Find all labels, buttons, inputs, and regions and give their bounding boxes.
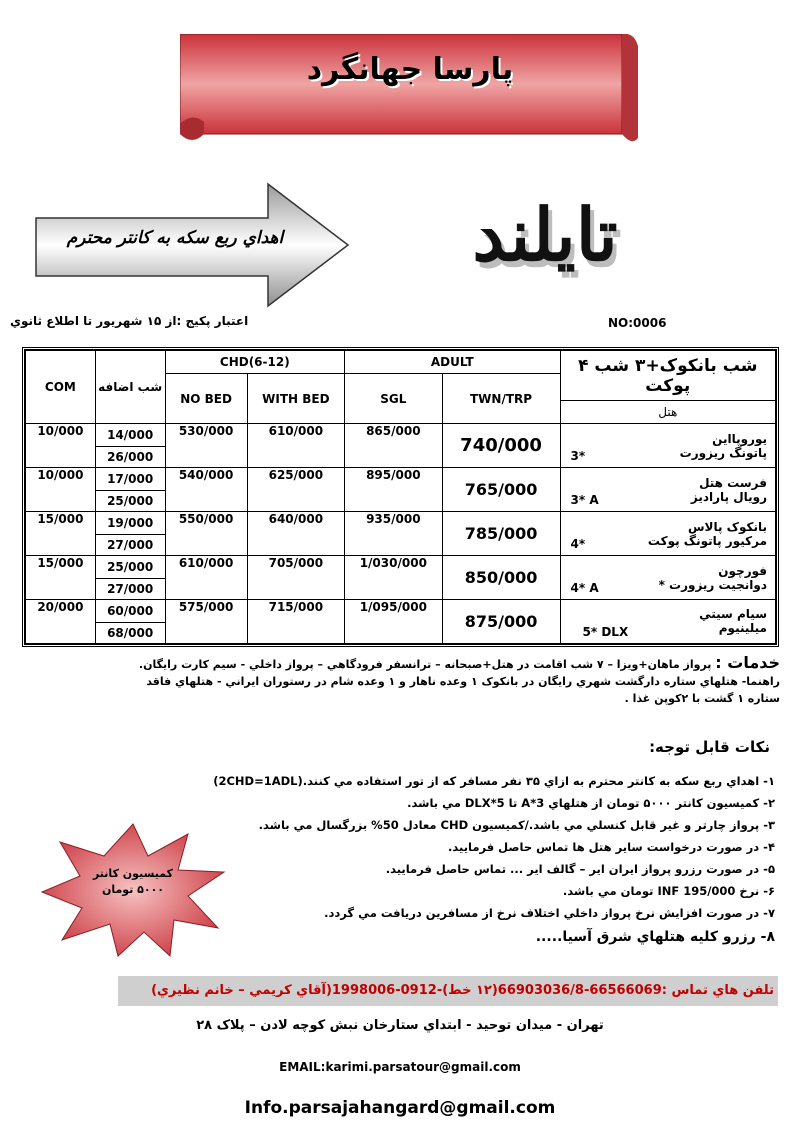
no-bed-cell: 575/000 [165, 599, 247, 643]
with-bed-cell: 625/000 [247, 468, 344, 512]
com-cell: 10/000 [26, 468, 96, 512]
extra-night-cell: 14/000 [95, 424, 165, 447]
adult-header: ADULT [345, 351, 560, 374]
extra-night-cell: 26/000 [95, 447, 165, 468]
price-table [22, 347, 779, 647]
extra-night-cell: 27/000 [95, 579, 165, 600]
note-item: ۶- نرخ INF 195/000 تومان مي باشد. [562, 884, 775, 898]
services-line-3: ستاره ۱ گشت با ۲کوپن غذا . [624, 692, 780, 705]
email-karimi[interactable]: EMAIL:karimi.parsatour@gmail.com [279, 1060, 521, 1074]
with-bed-cell: 715/000 [247, 599, 344, 643]
table-row [26, 424, 776, 447]
com-cell: 20/000 [26, 599, 96, 643]
note-item: ۴- در صورت درخواست ساير هتل ها تماس حاصل فرماييد. [448, 840, 775, 854]
sgl-cell: 895/000 [345, 468, 442, 512]
phone-line: تلفن هاي تماس :66566069-66903036/8(۱۲ خط)-0912-1998006(آقاي کريمي – خانم نظيري) [118, 976, 778, 1006]
no-bed-cell: 550/000 [165, 512, 247, 556]
agency-name: پارسا جهانگرد [306, 52, 514, 87]
chd-header: CHD(6-12) [165, 351, 345, 374]
twn-cell: 740/000 [442, 424, 560, 468]
with-bed-cell: 705/000 [247, 556, 344, 600]
sgl-cell: 1/030/000 [345, 556, 442, 600]
com-cell: 15/000 [26, 556, 96, 600]
destination-title: تايلند [472, 192, 618, 277]
note-item: ۲- کميسيون کانتر ۵۰۰۰ تومان از هتلهاي 3*A تا 5*DLX مي باشد. [407, 796, 775, 810]
notes-list [213, 770, 775, 950]
commission-burst-text: کميسيون کانتر ۵۰۰۰ تومان [92, 867, 174, 896]
hotel-cell: فورچون دوانجيت ريزورت * 4* A [560, 556, 775, 600]
price-grid [25, 350, 776, 644]
services-label: خدمات : [715, 653, 780, 672]
com-header: COM [26, 351, 96, 424]
extra-night-cell: 19/000 [95, 512, 165, 535]
twn-cell: 875/000 [442, 599, 560, 643]
no-bed-cell: 540/000 [165, 468, 247, 512]
hotel-cell: يوروپااين پاتونگ ريزورت 3* [560, 424, 775, 468]
note-item: ۱- اهداي ربع سکه به کانتر محترم به ازاي ۳۵ نفر مسافر که از تور استفاده مي کنند.(2CHD=1ADL) [213, 774, 775, 788]
services-line-1: پرواز ماهان+ويزا – ۷ شب اقامت در هتل+صبحانه – ترانسفر فرودگاهي – پرواز داخلي - سيم کارت رايگان. [138, 658, 712, 671]
extra-night-cell: 17/000 [95, 468, 165, 491]
table-row [26, 512, 776, 535]
hotel-header: هتل [560, 401, 775, 424]
no-bed-cell: 530/000 [165, 424, 247, 468]
extra-night-header: شب اضافه [95, 351, 165, 424]
hotel-cell: سيام سيتي ميلينيوم 5* DLX [560, 599, 775, 643]
note-item: ۵- در صورت رزرو پرواز ايران اير – گالف اير ... تماس حاصل فرماييد. [385, 862, 775, 876]
address: تهران - ميدان توحيد - ابتداي ستارخان نبش کوچه لادن – پلاک ۲۸ [196, 1018, 604, 1033]
com-cell: 10/000 [26, 424, 96, 468]
notes-title: نکات قابل توجه: [649, 738, 770, 756]
promo-arrow-text: اهداي ربع سکه به کانتر محترم [66, 228, 284, 248]
package-title: ۴ شب بانکوک+۳ شب پوکت [560, 351, 775, 401]
with-bed-cell: 610/000 [247, 424, 344, 468]
sgl-cell: 935/000 [345, 512, 442, 556]
twn-header: TWN/TRP [442, 374, 560, 424]
services-line-2: راهنما- هتلهاي ستاره دارگشت شهري رايگان در بانکوک ۱ وعده ناهار و ۱ وعده شام در رستوران ايراني - هتلهاي فاقد [146, 675, 780, 688]
title-banner [180, 34, 640, 146]
email-info[interactable]: Info.parsajahangard@gmail.com [244, 1098, 556, 1118]
extra-night-cell: 25/000 [95, 491, 165, 512]
note-item: ۷- در صورت افزايش نرخ پرواز داخلي اختلاف نرخ از مسافرين دريافت مي گردد. [324, 906, 775, 920]
com-cell: 15/000 [26, 512, 96, 556]
sgl-cell: 1/095/000 [345, 599, 442, 643]
note-item: ۸- رزرو کليه هتلهاي شرق آسيا..... [535, 929, 775, 945]
sgl-header: SGL [345, 374, 442, 424]
with-bed-header: WITH BED [247, 374, 344, 424]
table-row [26, 556, 776, 579]
with-bed-cell: 640/000 [247, 512, 344, 556]
table-row [26, 468, 776, 491]
note-item: ۳- پرواز چارتر و غير قابل کنسلي مي باشد./کميسيون CHD معادل 50% بزرگسال مي باشد. [258, 818, 775, 832]
extra-night-cell: 27/000 [95, 535, 165, 556]
sgl-cell: 865/000 [345, 424, 442, 468]
hotel-cell: فرست هتل رويال پاراديز 3* A [560, 468, 775, 512]
extra-night-cell: 68/000 [95, 623, 165, 644]
table-row [26, 599, 776, 622]
twn-cell: 850/000 [442, 556, 560, 600]
twn-cell: 765/000 [442, 468, 560, 512]
no-bed-header: NO BED [165, 374, 247, 424]
package-number: NO:0006 [608, 316, 667, 330]
hotel-cell: بانکوک پالاس مرکيور پاتونگ پوکت 4* [560, 512, 775, 556]
services-section [28, 654, 780, 707]
validity-text: اعتبار پکيج :از ۱۵ شهريور تا اطلاع ثانوي [10, 314, 249, 328]
extra-night-cell: 60/000 [95, 599, 165, 622]
twn-cell: 785/000 [442, 512, 560, 556]
no-bed-cell: 610/000 [165, 556, 247, 600]
extra-night-cell: 25/000 [95, 556, 165, 579]
